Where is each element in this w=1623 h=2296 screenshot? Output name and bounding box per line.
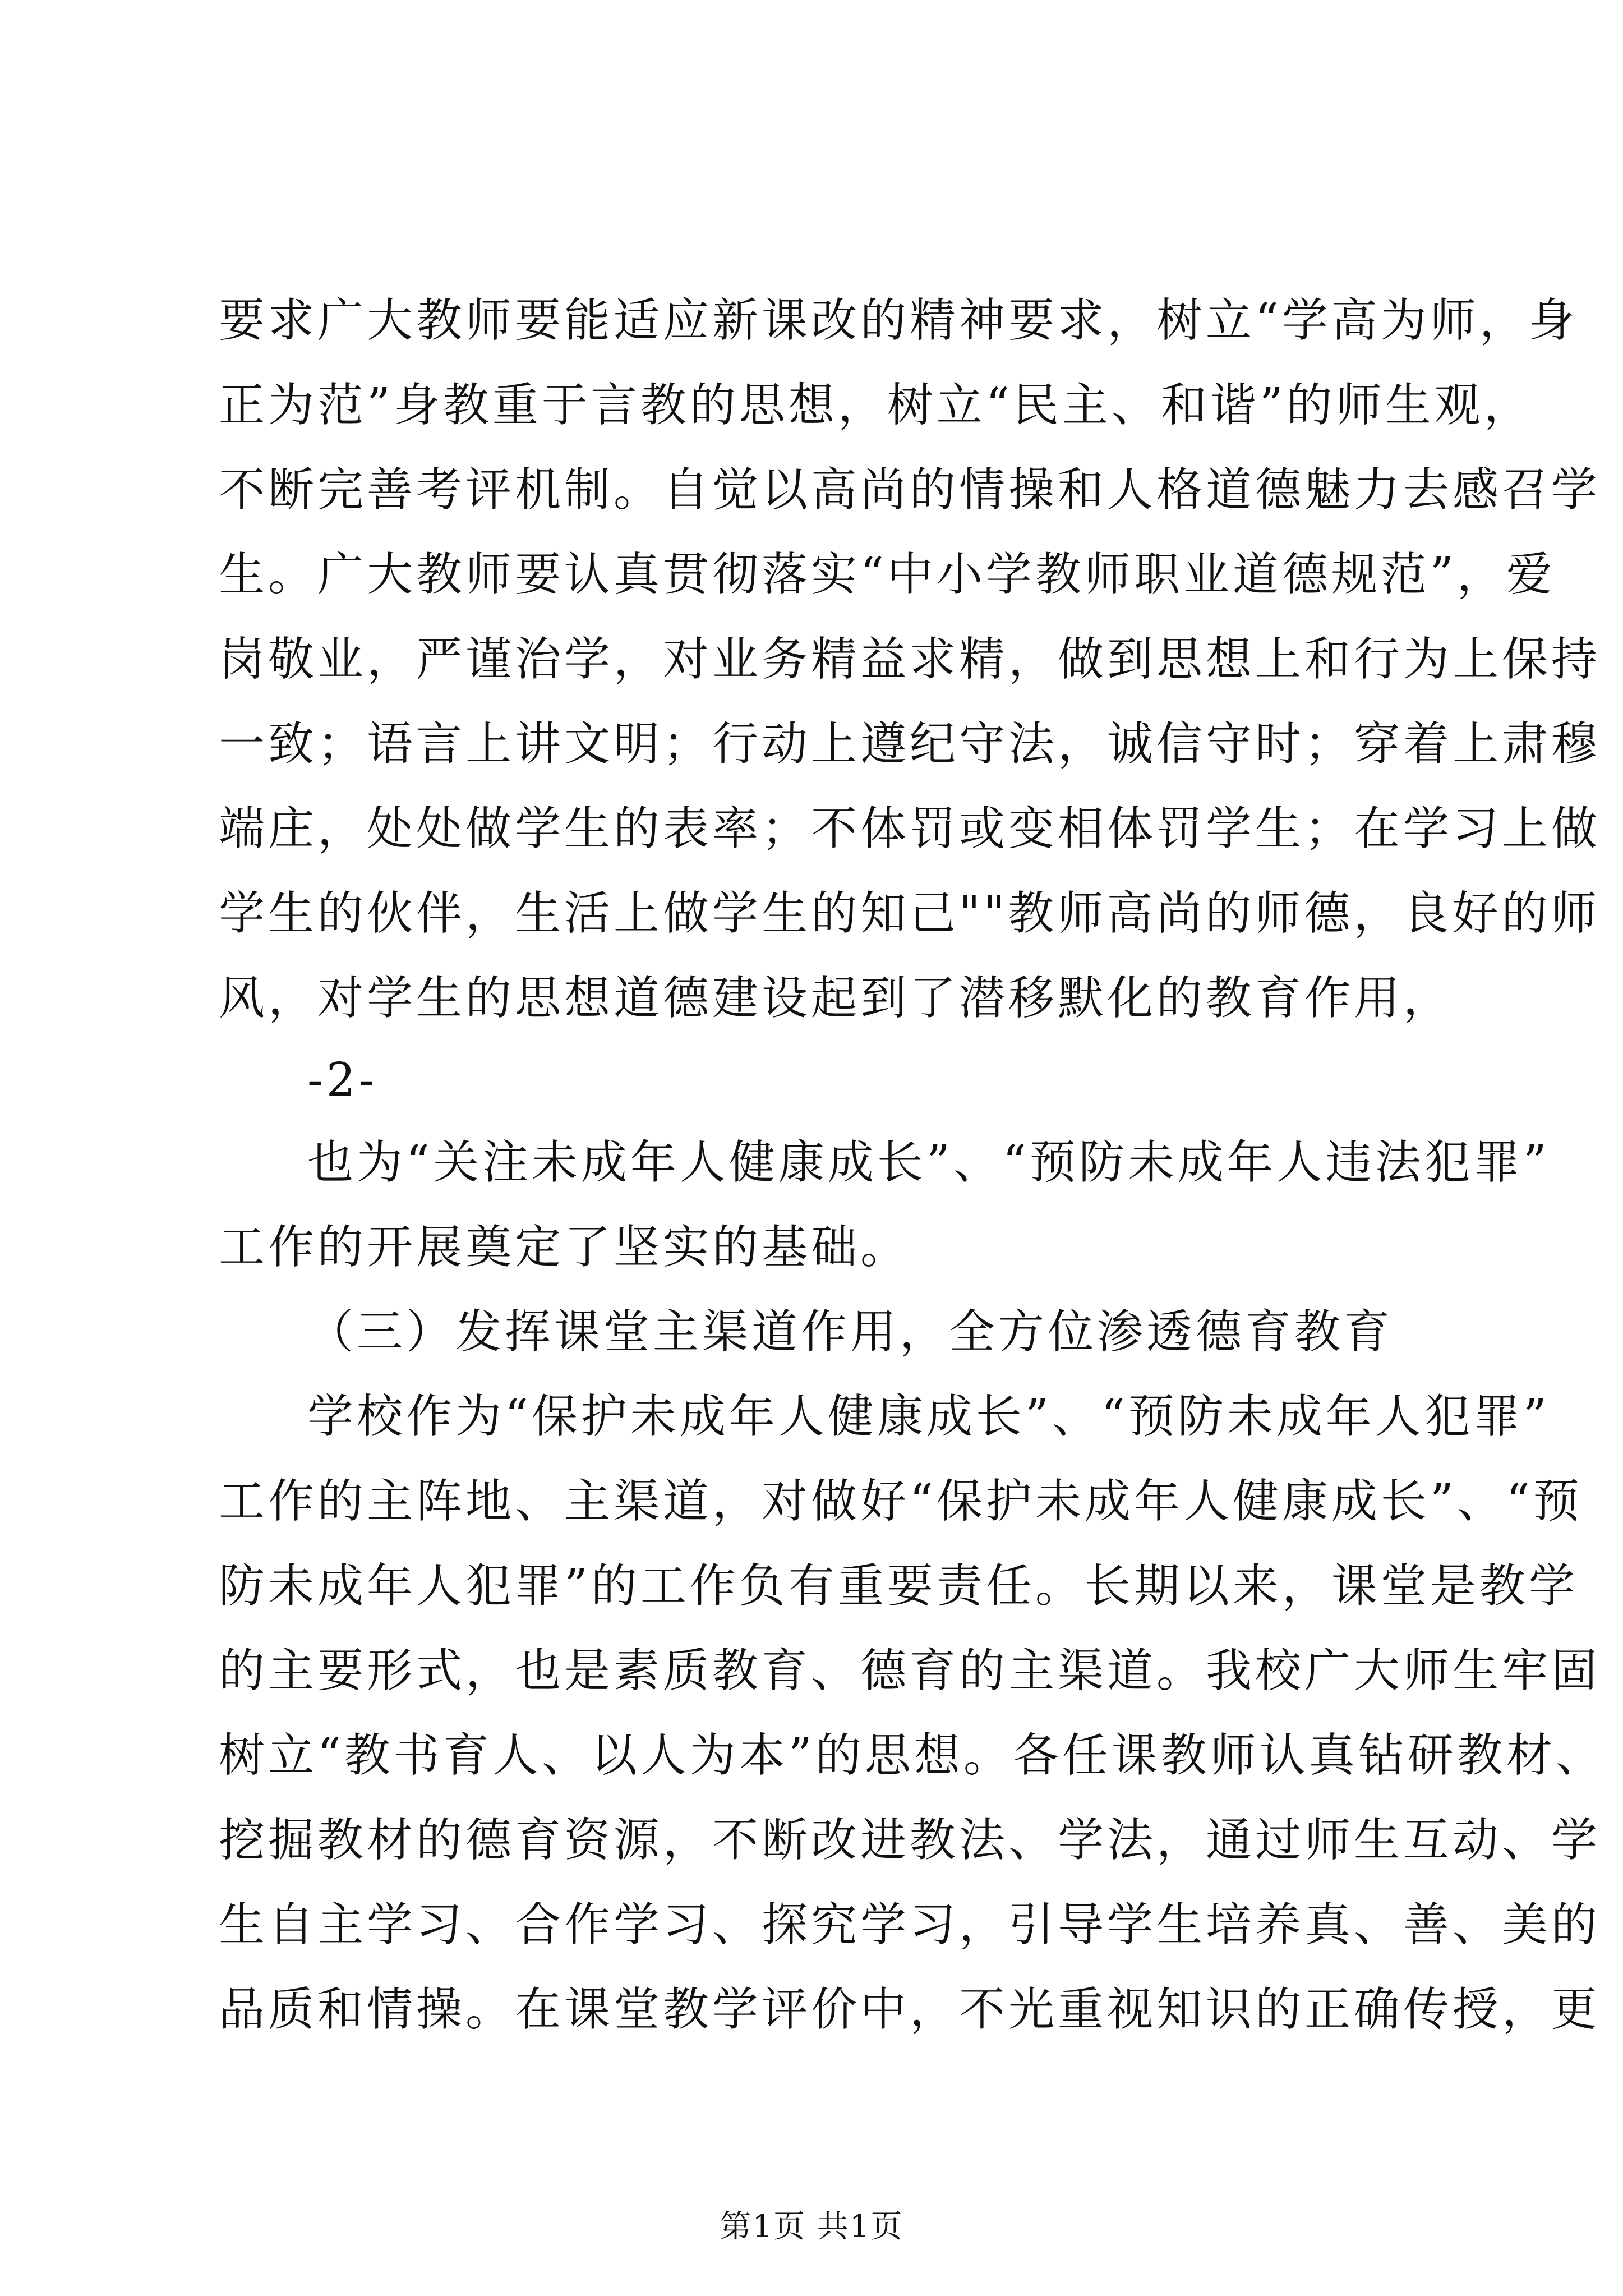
page-footer: 第1页 共1页 — [720, 2208, 903, 2245]
text-line: 正为范”身教重于言教的思想，树立“民主、和谐”的师生观， — [219, 379, 1533, 432]
text-line: 品质和情操。在课堂教学评价中，不光重视知识的正确传授，更 — [219, 1983, 1601, 2036]
text-line: 生。广大教师要认真贯彻落实“中小学教师职业道德规范”，爱 — [219, 548, 1556, 601]
text-line: 挖掘教材的德育资源，不断改进教法、学法，通过师生互动、学 — [219, 1814, 1601, 1867]
text-line: 一致；语言上讲文明；行动上遵纪守法，诚信守时；穿着上肃穆 — [219, 717, 1601, 771]
text-line: 学生的伙伴，生活上做学生的知己""教师高尚的师德，良好的师 — [219, 887, 1601, 940]
text-line: 不断完善考评机制。自觉以高尚的情操和人格道德魅力去感召学 — [219, 463, 1601, 517]
text-line: 工作的开展奠定了坚实的基础。 — [219, 1221, 910, 1274]
text-line: 风，对学生的思想道德建设起到了潜移默化的教育作用， — [219, 972, 1453, 1025]
text-line: 也为“关注未成年人健康成长”、“预防未成年人违法犯罪” — [307, 1136, 1550, 1189]
text-line: 学校作为“保护未成年人健康成长”、“预防未成年人犯罪” — [307, 1390, 1550, 1443]
text-line: 工作的主阵地、主渠道，对做好“保护未成年人健康成长”、“预 — [219, 1475, 1583, 1528]
text-line: 树立“教书育人、以人为本”的思想。各任课教师认真钻研教材、 — [219, 1729, 1605, 1782]
page-marker: -2- — [307, 1053, 378, 1107]
text-line: 端庄，处处做学生的表率；不体罚或变相体罚学生；在学习上做 — [219, 802, 1601, 855]
text-line: 生自主学习、合作学习、探究学习，引导学生培养真、善、美的 — [219, 1898, 1601, 1952]
text-line: 要求广大教师要能适应新课改的精神要求，树立“学高为师，身 — [219, 294, 1578, 347]
section-heading: （三）发挥课堂主渠道作用，全方位渗透德育教育 — [307, 1305, 1394, 1359]
text-line: 的主要形式，也是素质教育、德育的主渠道。我校广大师生牢固 — [219, 1644, 1601, 1697]
text-line: 岗敬业，严谨治学，对业务精益求精，做到思想上和行为上保持 — [219, 633, 1601, 686]
text-line: 防未成年人犯罪”的工作负有重要责任。长期以来，课堂是教学 — [219, 1559, 1578, 1613]
